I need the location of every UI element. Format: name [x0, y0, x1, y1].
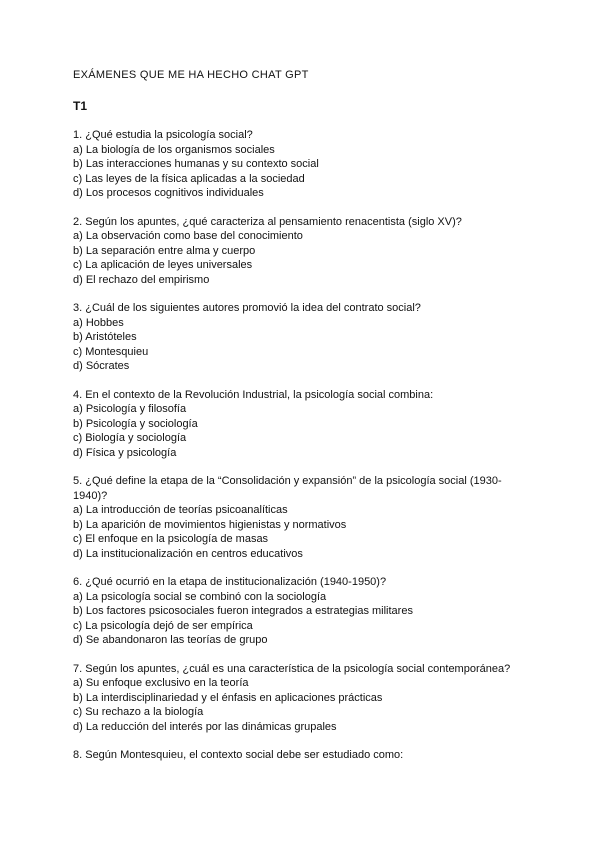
question-text: 3. ¿Cuál de los siguientes autores promovió la idea del contrato social? — [73, 302, 421, 314]
question-text: 4. En el contexto de la Revolución Industrial, la psicología social combina: — [73, 388, 434, 401]
document-title: EXÁMENES QUE ME HA HECHO CHAT GPT — [73, 69, 309, 81]
question-6 — [73, 575, 543, 648]
option-a: a) Su enfoque exclusivo en la teoría — [73, 677, 249, 689]
question-text: 2. Según los apuntes, ¿qué caracteriza al pensamiento renacentista (siglo XV)? — [73, 215, 462, 228]
question-7 — [73, 662, 543, 735]
option-a: a) La observación como base del conocimiento — [73, 230, 303, 242]
option-d: d) Física y psicología — [73, 446, 177, 459]
option-c: c) Las leyes de la física aplicadas a la sociedad — [73, 172, 305, 185]
question-list — [73, 128, 543, 777]
question-text: 1. ¿Qué estudia la psicología social? — [73, 129, 253, 141]
option-b: b) Las interacciones humanas y su contexto social — [73, 158, 319, 170]
option-c: c) El enfoque en la psicología de masas — [73, 533, 269, 545]
option-b: b) La separación entre alma y cuerpo — [73, 244, 256, 257]
option-a: a) La biología de los organismos sociales — [73, 143, 275, 156]
option-d: d) El rechazo del empirismo — [73, 273, 210, 286]
option-c: c) Su rechazo a la biología — [73, 706, 204, 718]
question-text: 7. Según los apuntes, ¿cuál es una característica de la psicología social contemporánea? — [73, 662, 511, 675]
section-heading: T1 — [73, 99, 88, 113]
question-4 — [73, 388, 543, 461]
question-1 — [73, 128, 543, 201]
option-a: a) La introducción de teorías psicoanalíticas — [73, 504, 288, 516]
option-a: a) Psicología y filosofía — [73, 403, 187, 415]
option-c: c) Biología y sociología — [73, 432, 187, 444]
question-2 — [73, 215, 543, 288]
option-c: c) Montesquieu — [73, 345, 149, 358]
option-d: d) Se abandonaron las teorías de grupo — [73, 634, 268, 646]
option-b: b) Aristóteles — [73, 331, 137, 343]
option-b: b) Los factores psicosociales fueron integrados a estrategias militares — [73, 605, 413, 617]
question-text: 8. Según Montesquieu, el contexto social debe ser estudiado como: — [73, 749, 404, 761]
option-a: a) Hobbes — [73, 316, 124, 329]
question-8 — [73, 748, 543, 763]
option-b: b) La interdisciplinariedad y el énfasis en aplicaciones prácticas — [73, 691, 383, 704]
option-d: d) La reducción del interés por las dinámicas grupales — [73, 720, 337, 733]
question-text: 6. ¿Qué ocurrió en la etapa de institucionalización (1940-1950)? — [73, 576, 387, 588]
option-b: b) La aparición de movimientos higienistas y normativos — [73, 518, 347, 531]
option-a: a) La psicología social se combinó con la sociología — [73, 590, 327, 603]
question-3 — [73, 301, 543, 374]
option-d: d) La institucionalización en centros educativos — [73, 547, 303, 560]
question-5 — [73, 474, 543, 561]
option-b: b) Psicología y sociología — [73, 417, 198, 430]
option-c: c) La aplicación de leyes universales — [73, 259, 253, 271]
option-d: d) Sócrates — [73, 360, 130, 372]
option-c: c) La psicología dejó de ser empírica — [73, 619, 253, 632]
question-text: 5. ¿Qué define la etapa de la “Consolidación y expansión” de la psicología social (1930-1940)? — [73, 475, 502, 502]
option-d: d) Los procesos cognitivos individuales — [73, 187, 264, 199]
